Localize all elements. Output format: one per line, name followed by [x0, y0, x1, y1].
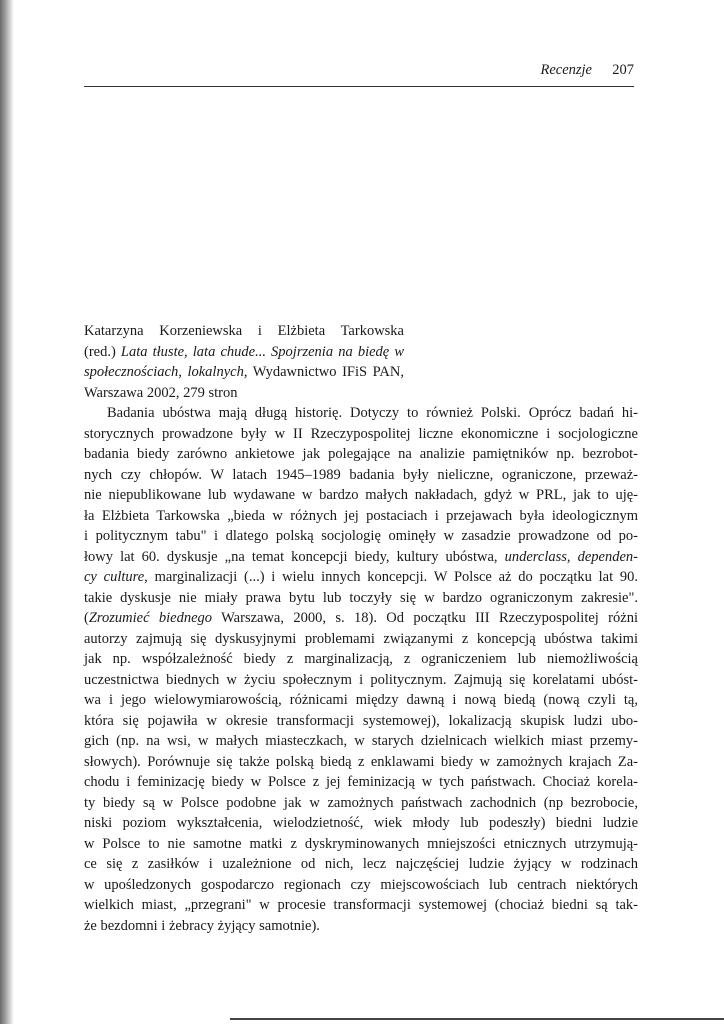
body-line-part: Warszawa, 2000, s. 18). Od początku III Rzeczypospolitej różni — [212, 610, 638, 626]
body-line — [84, 547, 638, 568]
section-title: Recenzje — [540, 62, 592, 78]
body-line-italic: underclass, dependen- — [504, 548, 638, 565]
body-line: ty biedy są w Polsce podobne jak w zamożnych państwach zachodnich (np bezrobocie, — [84, 794, 638, 811]
body-line: uczestnictwa biednych w życiu społecznym i politycznym. Zajmują się korelatami ubóst- — [84, 671, 638, 688]
body-line-part: , marginalizacji (...) i wielu innych koncepcji. W Polsce aż do początku lat 90. — [144, 569, 638, 585]
citation-book-title: Lata tłuste, lata chude... Spojrzenia na biedę w społecznościach, lokalnych, — [84, 343, 405, 380]
body-line: badania biedy zarówno ankietowe jak polegające na analizie pamiętników np. bezrobot- — [84, 446, 638, 462]
body-line: ła Elżbieta Tarkowska „bieda w różnych jej postaciach i przejawach była ideologicznym — [84, 507, 638, 524]
body-line: słowych). Porównuje się także polską biedą z enklawami biedy w zamożnych krajach Za- — [84, 753, 638, 770]
book-citation — [84, 321, 404, 403]
citation-authors: Katarzyna Korzeniewska i Elżbieta Tarkowska — [84, 323, 404, 339]
body-line: gich (np. na wsi, w małych miasteczkach, w starych dzielnicach wielkich miast przemy- — [84, 733, 638, 749]
body-line — [84, 567, 638, 588]
body-line-part: ( — [84, 610, 89, 626]
citation-line-1 — [84, 321, 404, 342]
scan-edge-shadow — [0, 0, 14, 1024]
body-line — [84, 608, 638, 629]
body-line: jak np. współzależność biedy z marginalizacją, z ograniczeniem lub niemożliwością — [84, 651, 638, 667]
body-line: storycznych prowadzone były w II Rzeczypospolitej liczne ekonomiczne i socjologiczne — [84, 425, 638, 442]
body-line: że bezdomni i żebracy żyjący samotnie). — [84, 917, 320, 934]
body-line: wielkich miast, „przegrani" w procesie transformacji systemowej (chociaż biedni są tak- — [84, 897, 638, 913]
body-line: autorzy zajmują się dyskusyjnymi problemami związanymi z koncepcją ubóstwa takimi — [84, 630, 638, 647]
body-line: i politycznym tabu" i dlatego polską socjologię ominęły w zasadzie prowadzone od po- — [84, 528, 638, 544]
citation-publisher: Wydawnictwo IFiS PAN, Warszawa 2002, 279 stron — [84, 364, 404, 401]
body-line: nie niepublikowane lub wydawane w bardzo małych nakładach, gdyż w PRL, jak to uję- — [84, 487, 638, 503]
body-line: chodu i feminizację biedy w Polsce z jej feminizacją w tych państwach. Chociaż korela- — [84, 774, 638, 790]
body-line-italic: Zrozumieć biednego — [88, 610, 213, 626]
body-line: takie dyskusje nie miały prawa bytu lub toczyły się w bardzo ograniczonym zakresie". — [84, 589, 638, 606]
page-number: 207 — [612, 62, 634, 78]
citation-editor-note: (red.) — [84, 343, 116, 360]
body-line: wa i jego wielowymiarowością, różnicami między dawną i nową biedą (nową czyli tą, — [84, 692, 638, 708]
body-line: w upośledzonych gospodarczo regionach czy miejscowościach lub centrach niektórych — [84, 876, 638, 893]
citation-line-2 — [84, 342, 404, 404]
body-line-italic: cy culture — [84, 569, 145, 585]
page-bottom-edge — [230, 1018, 724, 1020]
body-line-part: łowy lat 60. dyskusje „na temat koncepcji biedy, kultury ubóstwa, — [84, 548, 505, 565]
body-line: ce się z zasiłków i uzależnione od nich, lecz najczęściej ludzie żyjący w rodzinach — [84, 856, 638, 872]
body-line: nych czy chłopów. W latach 1945–1989 badania były nieliczne, ograniczone, przeważ- — [84, 466, 638, 483]
body-line: niski poziom wykształcenia, wielodzietność, wiek młody lub podeszły) biedni ludzie — [84, 815, 638, 831]
running-header — [84, 62, 634, 87]
body-line: Badania ubóstwa mają długą historię. Dotyczy to również Polski. Oprócz badań hi- — [107, 405, 638, 421]
body-line: która się pojawiła w okresie transformacji systemowej), lokalizacją skupisk ludzi ubo- — [84, 712, 638, 729]
review-body — [84, 403, 638, 936]
body-line: w Polsce to nie samotne matki z dyskryminowanych mniejszości etnicznych utrzymują- — [84, 835, 638, 852]
